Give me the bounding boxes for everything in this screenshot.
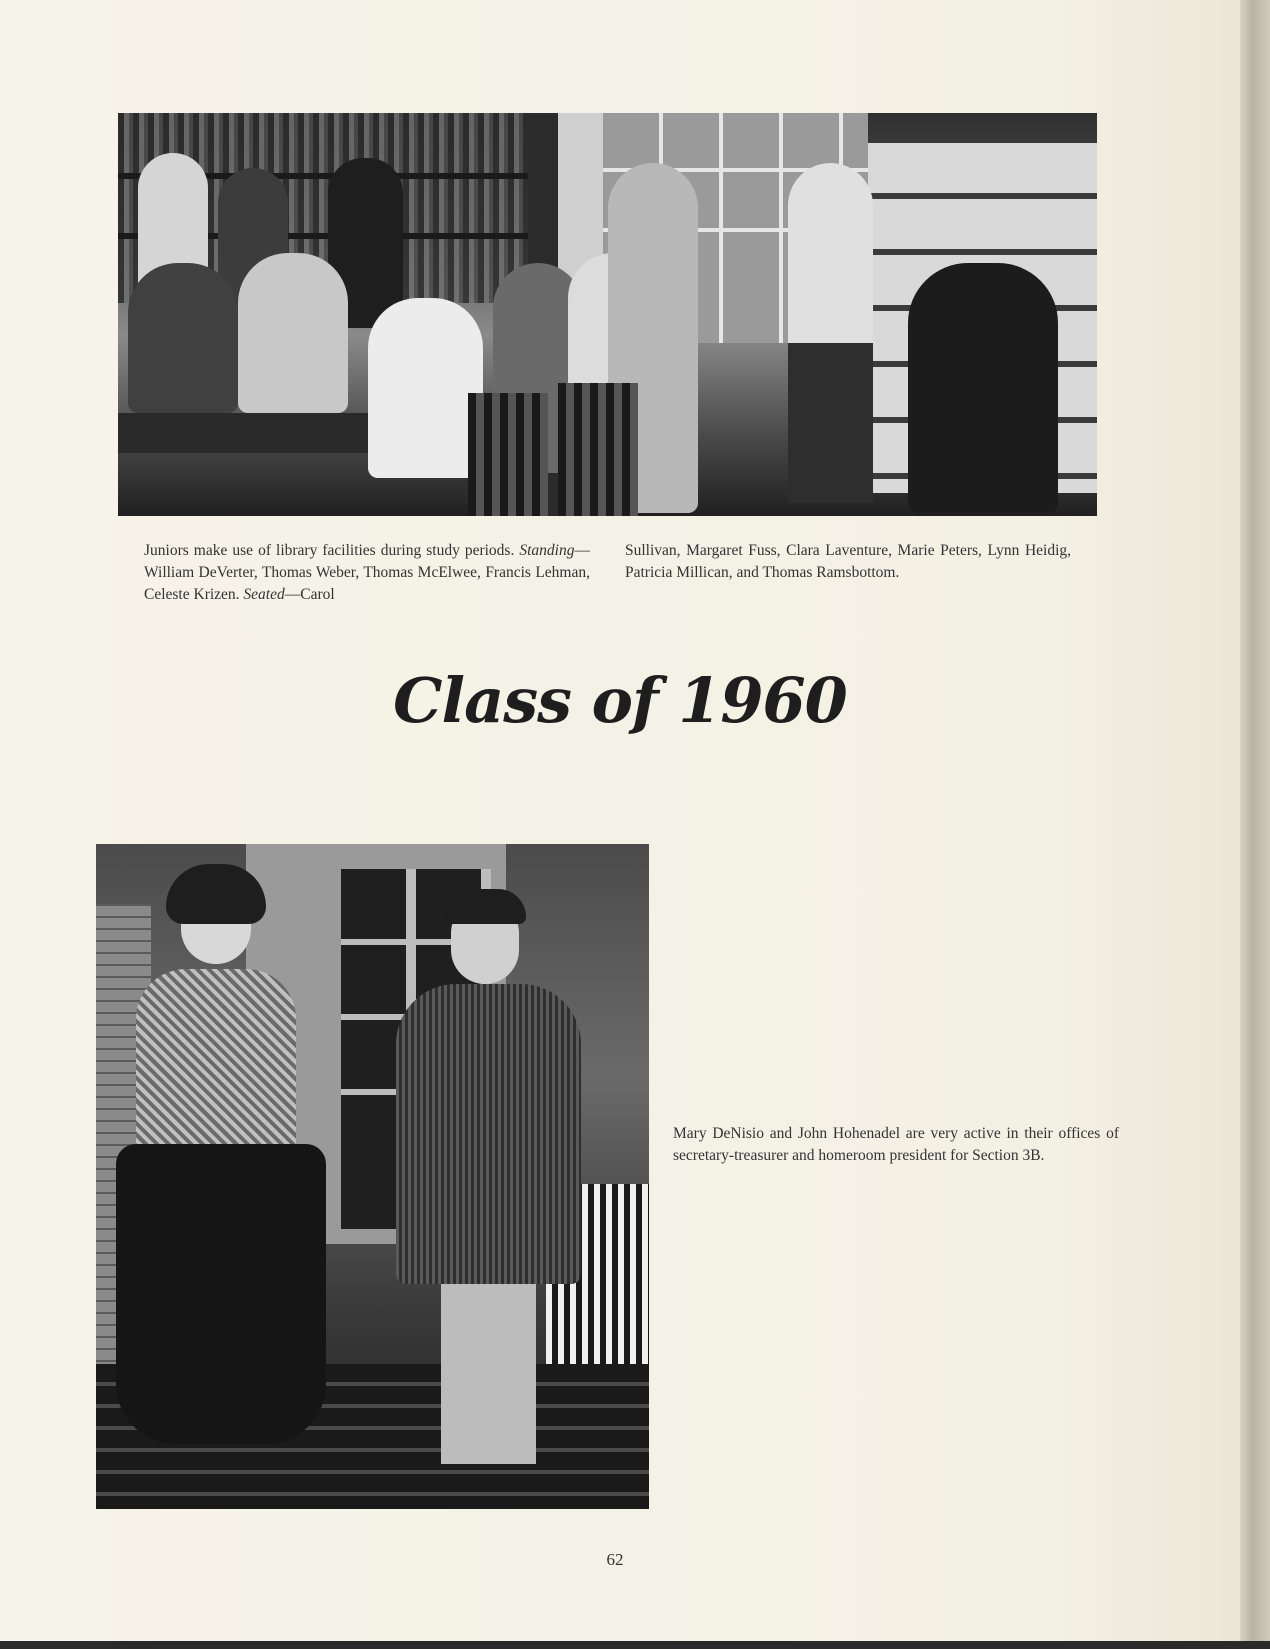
library-caption-left (144, 540, 590, 606)
scan-edge (0, 1641, 1270, 1649)
officers-caption: Mary DeNisio and John Hohenadel are very active in their offices of secretary-treasurer and homeroom president for Section 3B. (673, 1125, 1119, 1164)
seated-label: Seated (243, 586, 285, 603)
page-number: 62 (606, 1550, 624, 1569)
library-caption-right: Sullivan, Margaret Fuss, Clara Laventure, Marie Peters, Lynn Heidig, Patricia Millican, and Thomas Ramsbottom. (625, 542, 1071, 581)
library-photo (118, 113, 1097, 516)
page-title: Class of 1960 (393, 664, 847, 737)
book-spine-edge (1240, 0, 1270, 1649)
caption-line-1: Juniors make use of library facilities during study periods. (144, 542, 515, 559)
standing-label: Standing (519, 542, 575, 559)
seated-names-start: —Carol (284, 586, 335, 603)
officers-photo (96, 844, 649, 1509)
standing-names: —William DeVerter, Thomas Weber, Thomas McElwee, Francis Lehman, Celeste Krizen. (144, 542, 590, 603)
